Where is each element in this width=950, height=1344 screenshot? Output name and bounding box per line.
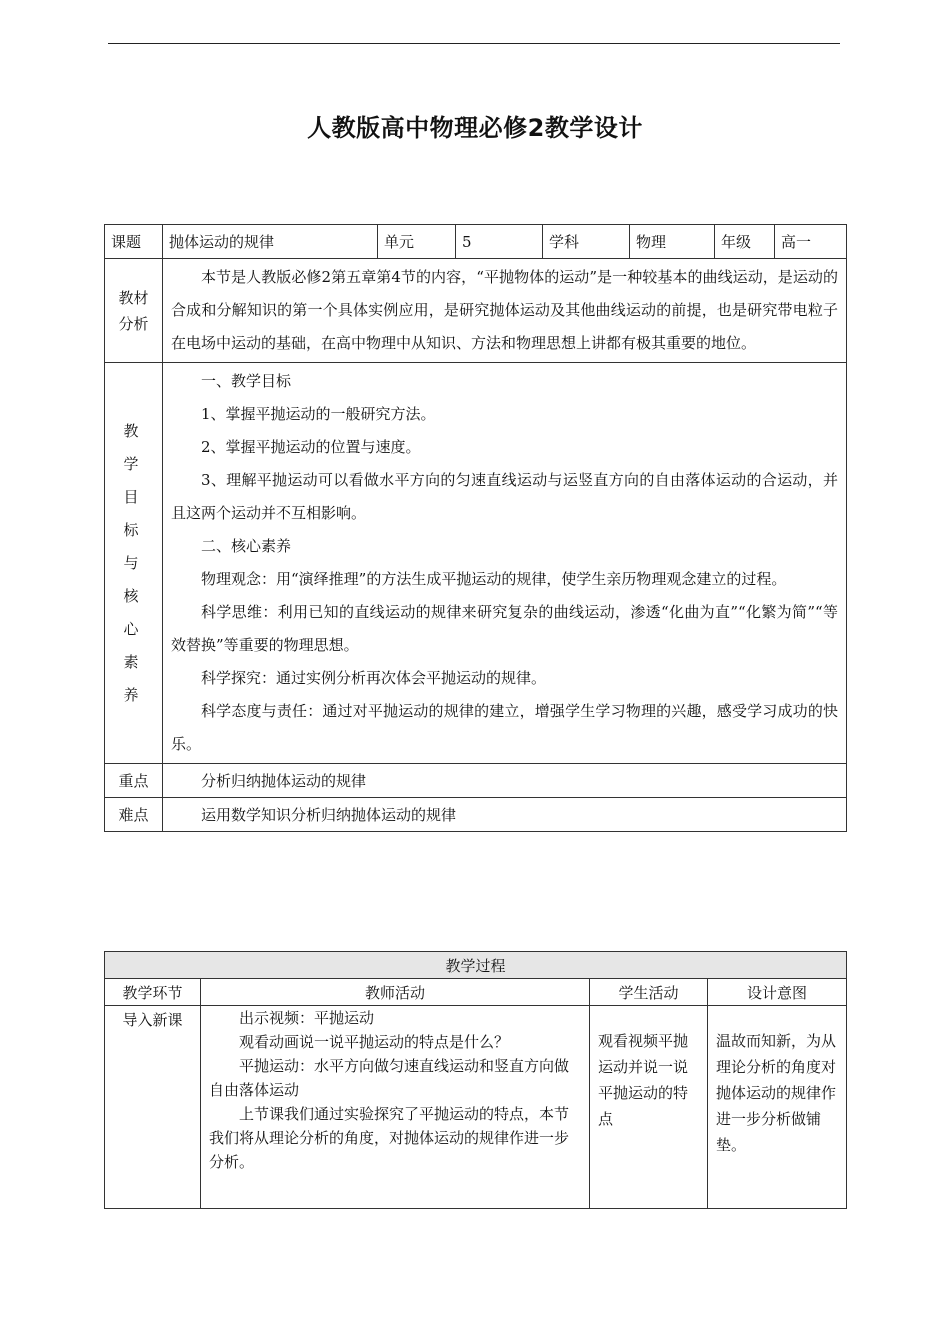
process-header-row bbox=[105, 979, 847, 1006]
key-point-label: 重点 bbox=[105, 764, 163, 798]
analysis-label: 教材 分析 bbox=[105, 259, 163, 363]
topic-label: 课题 bbox=[105, 225, 163, 259]
goals-row bbox=[105, 363, 847, 764]
teacher-activity-line: 平抛运动：水平方向做匀速直线运动和竖直方向做自由落体运动 bbox=[209, 1057, 570, 1099]
process-caption-row bbox=[105, 952, 847, 979]
literacy-item: 科学思维：利用已知的直线运动的规律来研究复杂的曲线运动，渗透“化曲为直”“化繁为简”“等效替换”等重要的物理思想。 bbox=[171, 603, 838, 654]
analysis-row bbox=[105, 259, 847, 363]
grade-value: 高一 bbox=[775, 225, 847, 259]
lesson-info-table bbox=[104, 224, 847, 832]
teaching-process-table bbox=[104, 951, 847, 1209]
header-rule bbox=[108, 43, 840, 44]
unit-label: 单元 bbox=[378, 225, 456, 259]
document-title: 人教版高中物理必修2教学设计 bbox=[307, 114, 643, 142]
difficulty-row bbox=[105, 798, 847, 832]
literacy-item: 科学态度与责任：通过对平抛运动的规律的建立，增强学生学习物理的兴趣，感受学习成功的快乐。 bbox=[171, 702, 838, 753]
unit-value: 5 bbox=[456, 225, 543, 259]
table-row bbox=[105, 1006, 847, 1209]
process-caption: 教学过程 bbox=[105, 952, 847, 979]
key-point-row bbox=[105, 764, 847, 798]
analysis-text: 本节是人教版必修2第五章第4节的内容，“平抛物体的运动”是一种较基本的曲线运动，是运动的合成和分解知识的第一个具体实例应用，是研究抛体运动及其他曲线运动的前提，也是研究带电粒子在电场中运动的基础，在高中物理中从知识、方法和物理思想上讲都有极其重要的地位。 bbox=[171, 268, 838, 352]
difficulty-label: 难点 bbox=[105, 798, 163, 832]
teacher-activity-line: 出示视频：平抛运动 bbox=[239, 1009, 375, 1027]
key-point-text: 分析归纳抛体运动的规律 bbox=[163, 764, 847, 798]
literacy-item: 物理观念：用“演绎推理”的方法生成平抛运动的规律，使学生亲历物理观念建立的过程。 bbox=[201, 570, 787, 588]
student-activity-cell: 观看视频平抛运动并说一说平抛运动的特点 bbox=[590, 1006, 708, 1209]
analysis-cell bbox=[163, 259, 847, 363]
subject-label: 学科 bbox=[543, 225, 630, 259]
goals-cell bbox=[163, 363, 847, 764]
subject-value: 物理 bbox=[630, 225, 715, 259]
goals-heading-objectives: 一、教学目标 bbox=[201, 372, 292, 390]
column-header: 教师活动 bbox=[201, 979, 590, 1006]
goals-label: 教学 目标 与核 心素 养 bbox=[105, 363, 163, 764]
goal-item: 3、理解平抛运动可以看做水平方向的匀速直线运动与运竖直方向的自由落体运动的合运动，并且这两个运动并不互相影响。 bbox=[171, 471, 838, 522]
teacher-activity-line: 上节课我们通过实验探究了平抛运动的特点，本节我们将从理论分析的角度，对抛体运动的规律作进一步分析。 bbox=[209, 1105, 570, 1171]
teacher-activity-cell bbox=[201, 1006, 590, 1209]
stage-cell: 导入新课 bbox=[105, 1006, 201, 1209]
goals-heading-literacy: 二、核心素养 bbox=[201, 537, 292, 555]
column-header: 设计意图 bbox=[708, 979, 847, 1006]
column-header: 学生活动 bbox=[590, 979, 708, 1006]
design-intent-cell: 温故而知新，为从理论分析的角度对抛体运动的规律作进一步分析做铺垫。 bbox=[708, 1006, 847, 1209]
column-header: 教学环节 bbox=[105, 979, 201, 1006]
goal-item: 2、掌握平抛运动的位置与速度。 bbox=[201, 438, 421, 456]
teacher-activity-line: 观看动画说一说平抛运动的特点是什么？ bbox=[239, 1033, 510, 1051]
difficulty-text: 运用数学知识分析归纳抛体运动的规律 bbox=[163, 798, 847, 832]
literacy-item: 科学探究：通过实例分析再次体会平抛运动的规律。 bbox=[201, 669, 547, 687]
topic-value: 抛体运动的规律 bbox=[163, 225, 378, 259]
info-row bbox=[105, 225, 847, 259]
grade-label: 年级 bbox=[715, 225, 775, 259]
goal-item: 1、掌握平抛运动的一般研究方法。 bbox=[201, 405, 436, 423]
